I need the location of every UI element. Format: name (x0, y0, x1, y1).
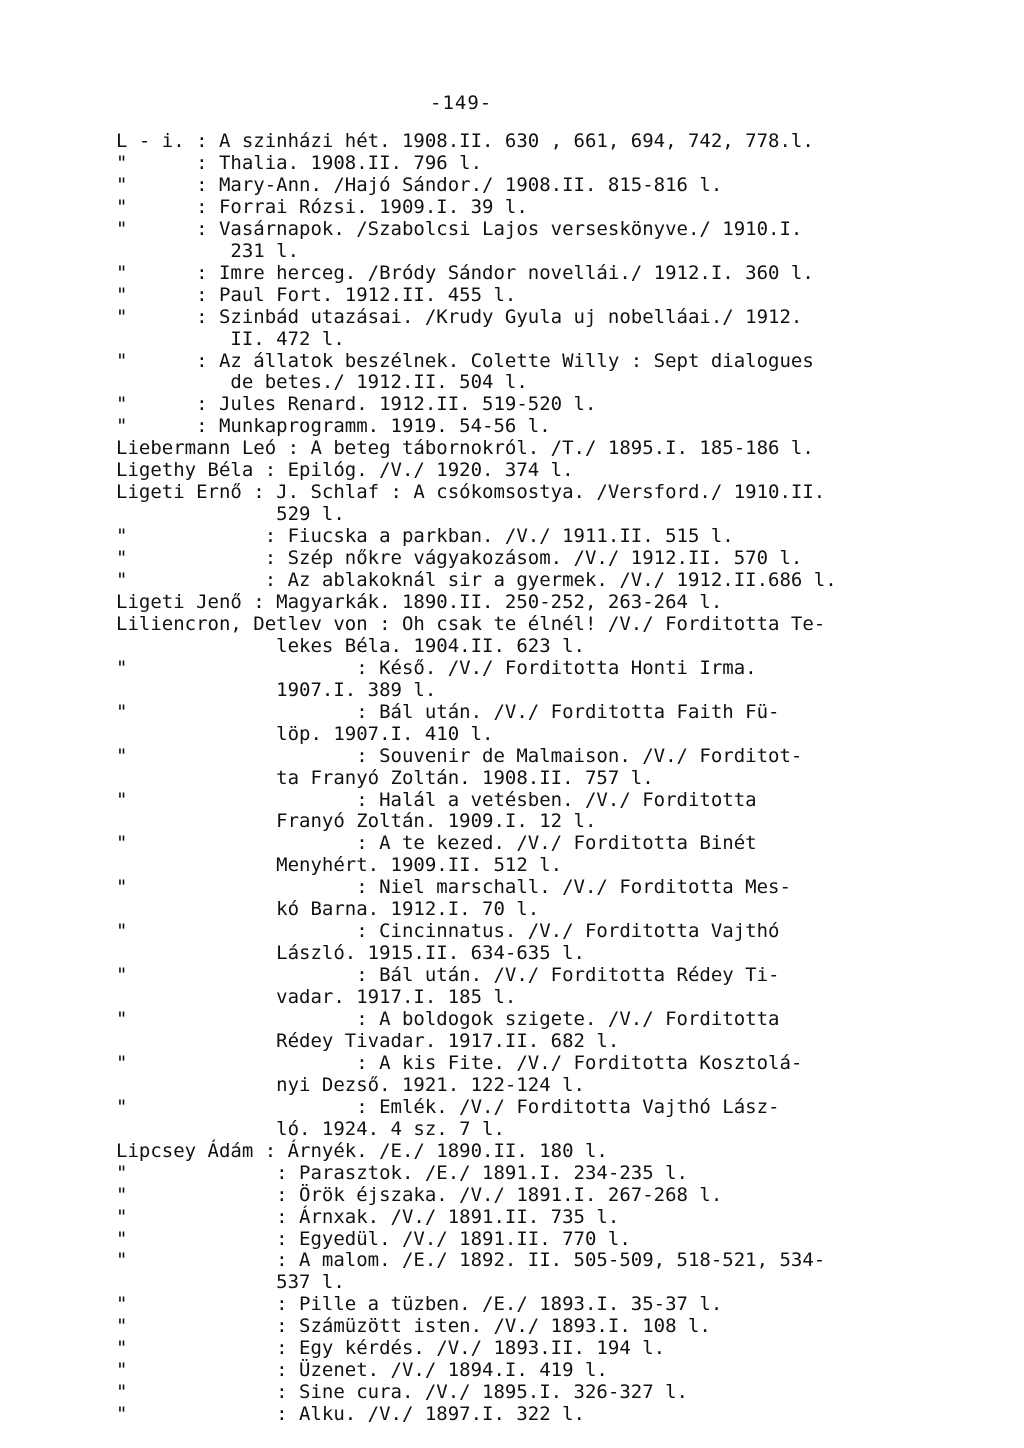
entry-line: " : Mary-Ann. /Hajó Sándor./ 1908.II. 815-816 l. (116, 173, 723, 196)
entry-line: " : Fiucska a parkban. /V./ 1911.II. 515 l. (116, 525, 734, 548)
entry-line: Ligeti Ernő : J. Schlaf : A csókomsostya. /Versford./ 1910.II. (116, 481, 826, 504)
entry-line: " : A malom. /E./ 1892. II. 505-509, 518-521, 534- (116, 1249, 826, 1272)
entry-line: " : Forrai Rózsi. 1909.I. 39 l. (116, 195, 528, 218)
entry-line: lekes Béla. 1904.II. 623 l. (116, 634, 585, 657)
entry-line: " : Késő. /V./ Forditotta Honti Irma. (116, 656, 757, 679)
entry-line: " : Paul Fort. 1912.II. 455 l. (116, 283, 517, 306)
entry-line: 529 l. (116, 503, 345, 526)
entry-line: " : Árnxak. /V./ 1891.II. 735 l. (116, 1205, 620, 1228)
entry-line: " : A te kezed. /V./ Forditotta Binét (116, 832, 757, 855)
entry-line: Franyó Zoltán. 1909.I. 12 l. (116, 810, 597, 833)
entry-line: " : Cincinnatus. /V./ Forditotta Vajthó (116, 920, 780, 943)
entry-line: " : Bál után. /V./ Forditotta Rédey Ti- (116, 964, 780, 987)
entry-line: Rédey Tivadar. 1917.II. 682 l. (116, 1029, 620, 1052)
entry-line: vadar. 1917.I. 185 l. (116, 986, 517, 1009)
entry-line: " : Egyedül. /V./ 1891.II. 770 l. (116, 1227, 631, 1250)
entry-line: " : Üzenet. /V./ 1894.I. 419 l. (116, 1359, 608, 1382)
entry-line: " : A kis Fite. /V./ Forditotta Kosztolá- (116, 1051, 803, 1074)
entry-line: II. 472 l. (116, 327, 345, 350)
entry-line: de betes./ 1912.II. 504 l. (116, 371, 528, 394)
entry-line: " : Az ablakoknál sir a gyermek. /V./ 1912.II.686 l. (116, 569, 837, 591)
page-number: -149- (430, 92, 493, 114)
entry-line: " : Pille a tüzben. /E./ 1893.I. 35-37 l. (116, 1293, 723, 1316)
entry-line: " : Alku. /V./ 1897.I. 322 l. (116, 1403, 585, 1426)
entry-line: " : Imre herceg. /Bródy Sándor novellái./ 1912.I. 360 l. (116, 261, 814, 284)
entry-line: 1907.I. 389 l. (116, 678, 437, 701)
entry-line: " : Halál a vetésben. /V./ Forditotta (116, 788, 757, 811)
entry-line: L - i. : A szinházi hét. 1908.II. 630 , 661, 694, 742, 778.l. (116, 130, 814, 152)
entry-line: László. 1915.II. 634-635 l. (116, 942, 585, 965)
entry-line: Liliencron, Detlev von : Oh csak te élnél! /V./ Forditotta Te- (116, 612, 826, 635)
entry-line: " : Munkaprogramm. 1919. 54-56 l. (116, 415, 551, 438)
entry-line: Ligeti Jenő : Magyarkák. 1890.II. 250-252, 263-264 l. (116, 590, 723, 613)
entry-line: löp. 1907.I. 410 l. (116, 722, 494, 745)
entry-line: ló. 1924. 4 sz. 7 l. (116, 1117, 505, 1140)
entry-line: kó Barna. 1912.I. 70 l. (116, 898, 540, 921)
entry-line: " : Bál után. /V./ Forditotta Faith Fü- (116, 700, 780, 723)
entry-line: " : Számüzött isten. /V./ 1893.I. 108 l. (116, 1315, 711, 1338)
entry-line: " : Thalia. 1908.II. 796 l. (116, 151, 483, 174)
entry-line: Liebermann Leó : A beteg tábornokról. /T./ 1895.I. 185-186 l. (116, 437, 814, 460)
entry-line: " : Sine cura. /V./ 1895.I. 326-327 l. (116, 1381, 688, 1404)
entry-line: Ligethy Béla : Epilóg. /V./ 1920. 374 l. (116, 459, 574, 482)
entry-line: 537 l. (116, 1271, 345, 1294)
entry-line: Lipcsey Ádám : Árnyék. /E./ 1890.II. 180 l. (116, 1139, 608, 1162)
entry-line: " : Emlék. /V./ Forditotta Vajthó Lász- (116, 1095, 780, 1118)
entry-line: " : Jules Renard. 1912.II. 519-520 l. (116, 393, 597, 416)
entry-line: " : Niel marschall. /V./ Forditotta Mes- (116, 876, 791, 899)
entry-line: " : Szinbád utazásai. /Krudy Gyula uj nobelláai./ 1912. (116, 305, 803, 328)
entry-line: " : Parasztok. /E./ 1891.I. 234-235 l. (116, 1161, 688, 1184)
entry-line: Menyhért. 1909.II. 512 l. (116, 854, 563, 877)
entry-line: " : A boldogok szigete. /V./ Forditotta (116, 1008, 780, 1030)
entry-line: nyi Dezső. 1921. 122-124 l. (116, 1073, 585, 1096)
entry-line: 231 l. (116, 239, 300, 262)
entry-line: ta Franyó Zoltán. 1908.II. 757 l. (116, 766, 654, 789)
entry-line: " : Vasárnapok. /Szabolcsi Lajos verseskönyve./ 1910.I. (116, 217, 803, 240)
entry-line: " : Szép nőkre vágyakozásom. /V./ 1912.II. 570 l. (116, 547, 803, 570)
entry-line: " : Souvenir de Malmaison. /V./ Forditot- (116, 744, 803, 767)
entry-line: " : Egy kérdés. /V./ 1893.II. 194 l. (116, 1337, 666, 1360)
entry-line: " : Örök éjszaka. /V./ 1891.I. 267-268 l. (116, 1183, 723, 1206)
entry-line: " : Az állatok beszélnek. Colette Willy : Sept dialogues (116, 349, 814, 372)
